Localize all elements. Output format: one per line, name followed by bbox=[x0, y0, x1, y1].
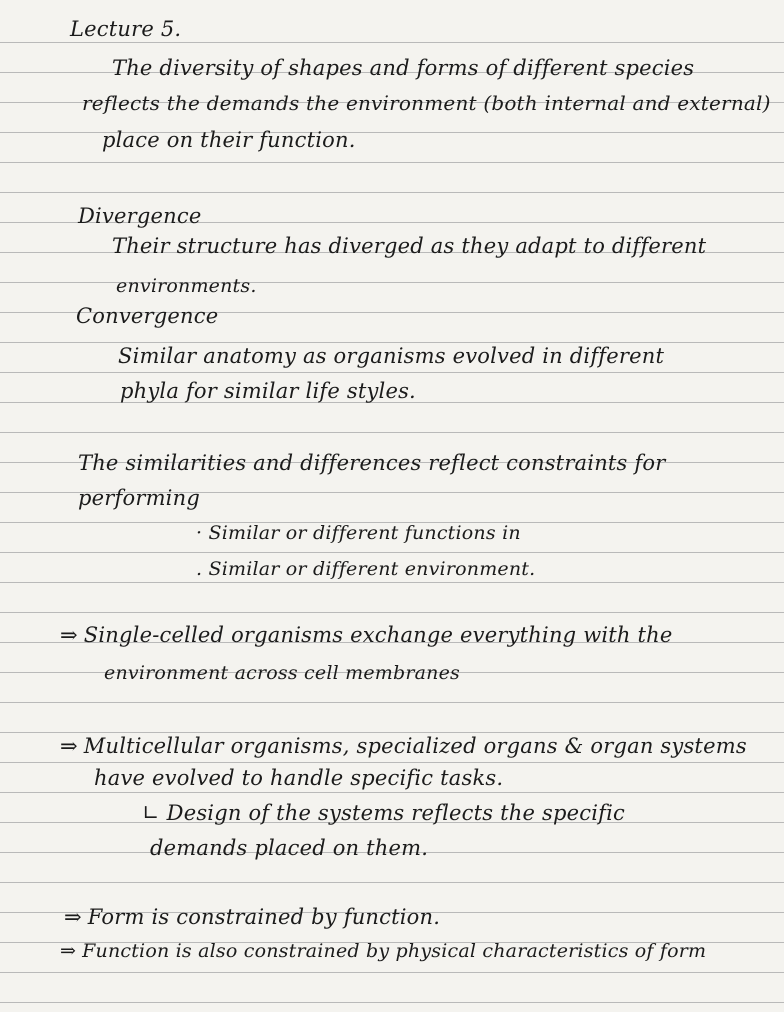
single-celled-text: Single-celled organisms exchange everything with the bbox=[83, 623, 673, 647]
implies-arrow-icon: ⇒ bbox=[60, 940, 77, 962]
implies-arrow-icon: ⇒ bbox=[64, 905, 82, 929]
divergence-line-1: Their structure has diverged as they adapt to different bbox=[112, 234, 707, 258]
intro-line-2: reflects the demands the environment (both internal and external) bbox=[82, 91, 771, 115]
multicellular-text: Multicellular organisms, specialized organs & organ systems bbox=[83, 734, 747, 758]
design-line-1: ∟ Design of the systems reflects the specific bbox=[142, 801, 625, 825]
single-celled-line-2: environment across cell membranes bbox=[104, 662, 461, 684]
convergence-line-2: phyla for similar life styles. bbox=[120, 379, 416, 403]
design-line-2: demands placed on them. bbox=[150, 836, 429, 860]
conclusion-text-1: Form is constrained by function. bbox=[87, 905, 441, 929]
conclusion-line-2 bbox=[60, 938, 706, 964]
implies-arrow-icon: ⇒ bbox=[60, 623, 78, 647]
intro-line-1: The diversity of shapes and forms of different species bbox=[112, 56, 695, 80]
similarities-line-1: The similarities and differences reflect constraints for bbox=[78, 451, 666, 475]
similarities-bullet-2: . Similar or different environment. bbox=[196, 558, 536, 580]
multicellular-line-1 bbox=[60, 733, 747, 759]
implies-arrow-icon: ⇒ bbox=[60, 734, 78, 758]
intro-line-3: place on their function. bbox=[102, 128, 356, 152]
convergence-line-1: Similar anatomy as organisms evolved in different bbox=[118, 344, 665, 368]
divergence-line-2: environments. bbox=[116, 275, 257, 297]
conclusion-text-2: Function is also constrained by physical characteristics of form bbox=[82, 940, 707, 962]
similarities-line-2: performing bbox=[78, 486, 200, 510]
lecture-title: Lecture 5. bbox=[70, 17, 182, 41]
multicellular-line-2: have evolved to handle specific tasks. bbox=[94, 766, 504, 790]
conclusion-line-1 bbox=[64, 904, 440, 930]
similarities-bullet-1: · Similar or different functions in bbox=[196, 522, 521, 544]
convergence-heading: Convergence bbox=[76, 304, 219, 328]
single-celled-line-1 bbox=[60, 622, 673, 648]
divergence-heading: Divergence bbox=[78, 204, 202, 228]
